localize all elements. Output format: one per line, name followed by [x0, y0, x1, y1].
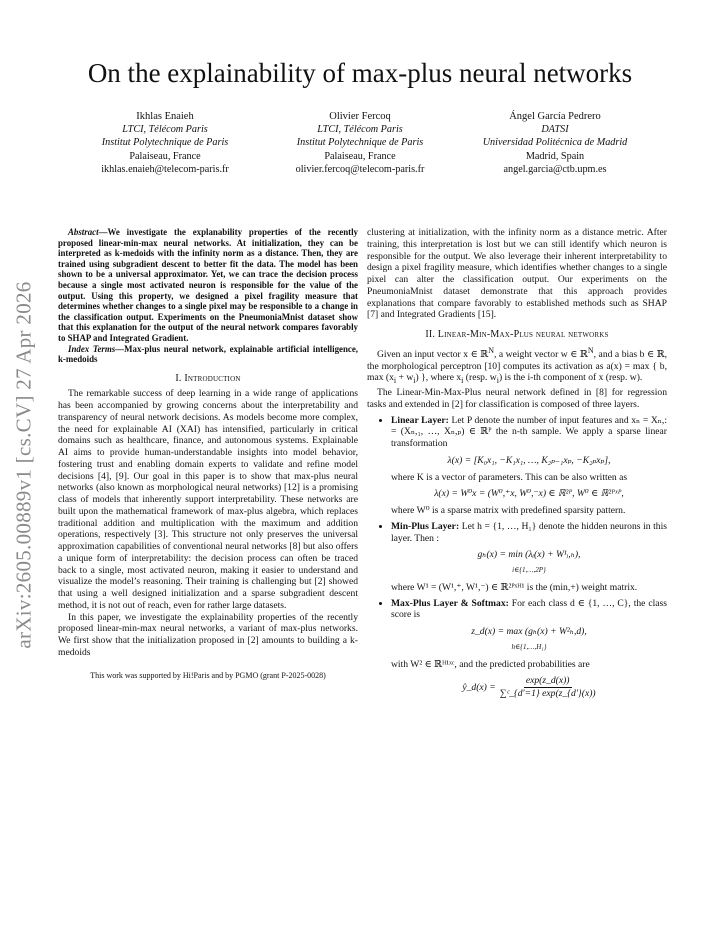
list-item: • Max-Plus Layer & Softmax: For each class d ∈ {1, …, C}, the class score is z_d(x) = max (gₕ(x) + W²ₕ,d), $_{h\in\{1,\dots,H_1\}}$ with W² ∈ ℝᴴ¹ˣᶜ, and the predicted probabilities are ŷ_d(x) = $\frac{\exp(z\_d(x))}{\text{∑ᶜ\_\{d′=1\} exp(z\_\{d′\}(x))}}$ [391, 598, 667, 700]
intro-paragraph-2: In this paper, we investigate the explainability properties of the recently proposed linear-min-max neural networks, a variant of max-plus networks. We first show that the initialization proposed in [2] amounts to building a k-medoids [58, 611, 358, 658]
arxiv-identifier: arXiv:2605.00889v1 [cs.CV] 27 Apr 2026 [11, 281, 36, 649]
author-3 [460, 110, 650, 176]
author-location: Palaiseau, France [324, 150, 396, 162]
equation: z_d(x) = max (gₕ(x) + W²ₕ,d), $_{h\in\{1,\dots,H_1\}}$ [471, 626, 587, 651]
arxiv-sidebar [6, 250, 42, 680]
equation: λ(x) = [K₀x₁, −K₁x₁, …, K₂ₚ₋₁xₚ, −K₂ₚxₚ], [447, 454, 611, 466]
softmax-equation: ŷ_d(x) = $\frac{\exp(z\_d(x))}{\text{∑ᶜ\_\{d′=1\} exp(z\_\{d′\}(x))}}$ [462, 675, 596, 700]
author-1 [70, 110, 260, 176]
abstract [58, 227, 358, 344]
section-heading-linear-min-max: II. Linear-Min-Max-Plus neural networks [425, 329, 609, 340]
author-institution: Institut Polytechnique de Paris [101, 137, 229, 149]
index-terms-label: Index Terms [68, 343, 116, 354]
equation: λ(x) = W⁰x = (W⁰,⁺x, W⁰,⁻x) ∈ ℝ²ᴾ, W⁰ ∈ ℝ²ᴾˣᴾ, [434, 488, 624, 500]
max-plus-layer-label: Max-Plus Layer & Softmax: [391, 597, 509, 609]
list-item: • Min-Plus Layer: Let h = {1, …, H₁} denote the hidden neurons in this layer. Then : gₕ(x) = min (λᵢ(x) + W¹ᵢ,ₕ), $_{i\in\{1,\dots,2P\}}$ where W¹ = (W¹,⁺, W¹,⁻) ∈ ℝ²ᴾˣᴴ¹ is the (min,+) weight matrix. [391, 521, 667, 594]
author-name: Ángel García Pedrero [509, 111, 601, 122]
author-location: Palaiseau, France [129, 150, 201, 162]
author-name: Ikhlas Enaieh [136, 111, 194, 122]
section-heading-introduction: I. Introduction [175, 372, 241, 384]
index-terms [58, 344, 358, 365]
author-institution: Institut Polytechnique de Paris [296, 137, 424, 149]
author-2 [265, 110, 455, 176]
author-lab: LTCI, Télécom Paris [317, 124, 403, 136]
author-email[interactable]: angel.garcia@ctb.upm.es [503, 163, 607, 175]
abstract-text: —We investigate the explanability properties of the recently proposed linear-min-max neural networks. At initialization, they can be interpreted as k-medoids with the infinity norm as a distance. Then, they are trained using subgradient descent to better fit the data. The model has been shown to be a universal approximator. Yet, we can trace the decision process because a single most activated neuron is responsible for the value of the output. Using this property, we designed a pixel fragility measure that determines whether changes to a single pixel may be responsible to a change in the classification output. Experiments on the PneumoniaMnist dataset show that this explanation for the output of the neural network compares favorably to SHAP and Integrated Gradient. [58, 227, 358, 343]
right-column [367, 227, 667, 705]
intro-continuation: clustering at initialization, with the infinity norm as a distance metric. After training, this interpretation is lost but we can still identify which neuron is responsible for the output. We also leverage their inherent interpretability to design a pixel fragility measure, which identifies whether changes to a single pixel can alter the classification output. Our experiments on the PneumoniaMnist dataset demonstrate that this approach provides explanations that compare favorably to established methods such as SHAP [7] and Integrated Gradients [15]. [367, 227, 667, 321]
author-lab: LTCI, Télécom Paris [122, 124, 208, 136]
author-email[interactable]: olivier.fercoq@telecom-paris.fr [295, 163, 425, 175]
abstract-label: Abstract [68, 227, 99, 237]
intro-paragraph-1: The remarkable success of deep learning in a wide range of applications has been accompanied by growing concerns about the interpretability and transparency of neural network decisions. As models become more complex, the need for explainable AI (XAI) has intensified, particularly in critical domains such as healthcare, finance, and autonomous systems. Explainable AI aims to provide human-understandable insights into model behavior, fostering trust and enabling domain experts to validate and refine model decisions [4], [9]. Our goal in this paper is to show that max-plus neural networks (also known as morphological neural networks) [12] is a promising class of models that inherently support interpretability. These networks are built upon the mathematical framework of max-plus algebra, which replaces traditional addition and multiplication with the maximum and addition operations, respectively [3]. This structure not only preserves the universal approximation capabilities of conventional neural networks [8] but also offers a unique form of interpretability: the decision process can often be traced back to a single, most activated neuron, making it easier to understand and visualize the model’s reasoning. Their training is challenging but [2] showed that using a well designed initialization and a sparse subgradient descent method, it is not out of reach, even for rather large datasets. [58, 388, 358, 611]
perceptron-paragraph: Given an input vector x ∈ ℝ$^N$, a weight vector w ∈ ℝ$^N$, and a bias b ∈ ℝ, the morphological perceptron [10] computes its activation as a(x) = max { b, $\max (x_i + w_i)$ }, where $x_i$ (resp. $w_i$) is the i-th component of x (resp. w). [367, 345, 667, 386]
min-plus-layer-label: Min-Plus Layer: [391, 520, 460, 532]
author-email[interactable]: ikhlas.enaieh@telecom-paris.fr [101, 163, 229, 175]
author-lab: DATSI [541, 124, 569, 136]
author-institution: Universidad Politécnica de Madrid [482, 137, 628, 149]
footnote: This work was supported by Hi!Paris and by PGMO (grant P-2025-0028) [90, 670, 326, 680]
author-location: Madrid, Spain [525, 150, 585, 162]
list-item: • Linear Layer: Let P denote the number of input features and xₙ = Xₙ,: = (Xₙ,₁, …, Xₙ,ₚ) ∈ ℝᴾ the n-th sample. We apply a sparse linear transformation λ(x) = [K₀x₁, −K₁x₁, …, K₂ₚ₋₁xₚ, −K₂ₚxₚ], where K is a vector of parameters. This can be also written as λ(x) = W⁰x = (W⁰,⁺x, W⁰,⁻x) ∈ ℝ²ᴾ, W⁰ ∈ ℝ²ᴾˣᴾ, where W⁰ is a sparse matrix with predefined sparsity pattern. [391, 415, 667, 517]
layer-list [367, 415, 667, 700]
paper-title: On the explainability of max-plus neural networks [87, 58, 633, 88]
index-terms-text: —Max-plus neural network, explainable artificial intelligence, k-medoids [58, 343, 358, 365]
left-column [58, 227, 358, 681]
author-name: Olivier Fercoq [329, 111, 391, 122]
equation: gₕ(x) = min (λᵢ(x) + W¹ᵢ,ₕ), $_{i\in\{1,\dots,2P\}}$ [477, 549, 581, 575]
author-block [70, 110, 650, 176]
linear-layer-label: Linear Layer: [391, 414, 449, 426]
architecture-paragraph: The Linear-Min-Max-Plus neural network defined in [8] for regression tasks and extended in [2] for classification is composed of three layers. [367, 387, 667, 410]
